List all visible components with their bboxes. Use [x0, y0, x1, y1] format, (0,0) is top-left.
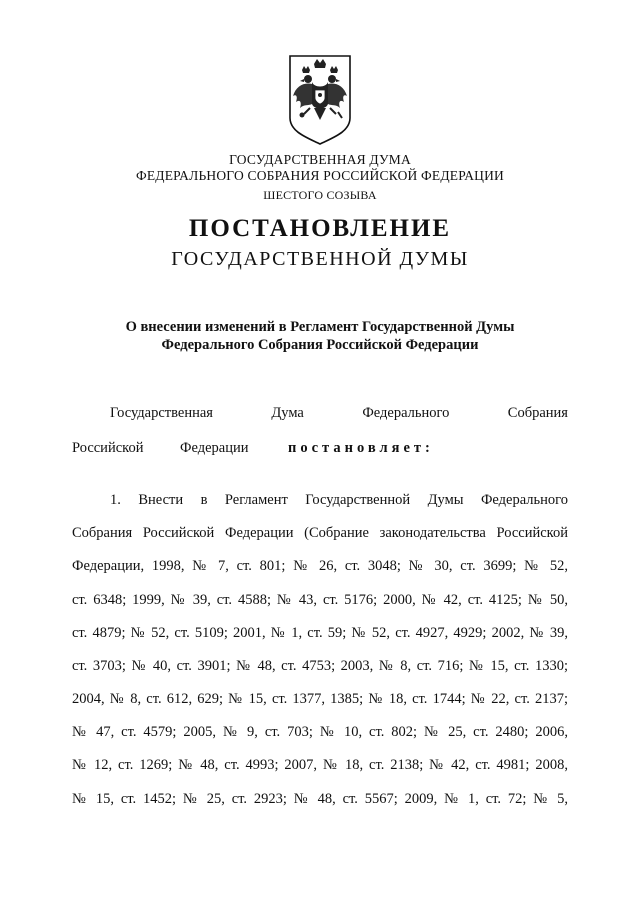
- preamble-line-2: [72, 438, 434, 458]
- body-line: № 47, ст. 4579; 2005, № 9, ст. 703; № 10, ст. 802; № 25, ст. 2480; 2006,: [72, 724, 568, 740]
- preamble-word: Федерации: [180, 440, 249, 456]
- preamble-line-1: [110, 403, 568, 423]
- preamble-word: Российской: [72, 440, 144, 456]
- body-line: ст. 6348; 1999, № 39, ст. 4588; № 43, ст. 5176; 2000, № 42, ст. 4125; № 50,: [72, 592, 568, 608]
- body-line: ст. 3703; № 40, ст. 3901; № 48, ст. 4753; 2003, № 8, ст. 716; № 15, ст. 1330;: [72, 658, 568, 674]
- preamble-word: Собрания: [507, 405, 568, 421]
- body-line: Собрания Российской Федерации (Собрание законодательства Российской: [72, 525, 568, 541]
- preamble-word: Федерального: [362, 405, 450, 421]
- org-line-federal-assembly: ФЕДЕРАЛЬНОГО СОБРАНИЯ РОССИЙСКОЙ ФЕДЕРАЦИИ: [136, 168, 504, 183]
- body-line: № 15, ст. 1452; № 25, ст. 2923; № 48, ст. 5567; 2009, № 1, ст. 72; № 5,: [72, 791, 568, 807]
- body-line: Федерации, 1998, № 7, ст. 801; № 26, ст. 3048; № 30, ст. 3699; № 52,: [72, 558, 568, 574]
- document-title: ПОСТАНОВЛЕНИЕ: [188, 215, 452, 242]
- body-line: 2004, № 8, ст. 612, 629; № 15, ст. 1377, 1385; № 18, ст. 1744; № 22, ст. 2137;: [72, 691, 568, 707]
- org-line-duma: ГОСУДАРСТВЕННАЯ ДУМА: [229, 152, 411, 167]
- document-subtitle: ГОСУДАРСТВЕННОЙ ДУМЫ: [171, 248, 469, 270]
- heading-line-2: Федерального Собрания Российской Федерации: [161, 337, 479, 353]
- russian-coat-of-arms-icon: [284, 52, 356, 148]
- preamble-word: Государственная: [110, 405, 213, 421]
- body-line: 1. Внести в Регламент Государственной Думы Федерального: [110, 492, 568, 508]
- body-line: ст. 4879; № 52, ст. 5109; 2001, № 1, ст. 59; № 52, ст. 4927, 4929; 2002, № 39,: [72, 625, 568, 641]
- resolves-word: постановляет:: [288, 440, 434, 456]
- body-line: № 12, ст. 1269; № 48, ст. 4993; 2007, № 18, ст. 2138; № 42, ст. 4981; 2008,: [72, 757, 568, 773]
- org-line-convocation: ШЕСТОГО СОЗЫВА: [263, 188, 377, 202]
- heading-line-1: О внесении изменений в Регламент Государственной Думы: [125, 319, 515, 335]
- preamble-word: Дума: [271, 405, 304, 421]
